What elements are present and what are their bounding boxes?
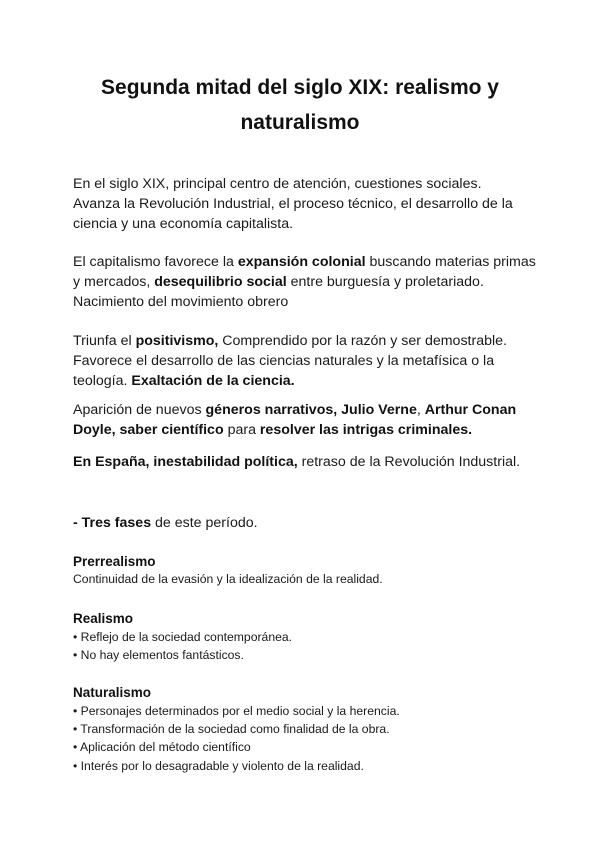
bold-run: positivismo, bbox=[135, 333, 219, 349]
paragraph-context bbox=[73, 174, 533, 234]
list-item: • No hay elementos fantásticos. bbox=[73, 648, 244, 663]
paragraph-phases bbox=[73, 513, 533, 533]
bold-run: desequilibrio social bbox=[154, 274, 287, 290]
text-run: Aparición de nuevos bbox=[73, 402, 206, 418]
paragraph-line: Nacimiento del movimiento obrero bbox=[73, 294, 289, 310]
text-run: buscando materias primas bbox=[365, 254, 536, 270]
list-item: • Aplicación del método científico bbox=[73, 740, 251, 755]
text-run: para bbox=[223, 422, 260, 438]
title-line-1: Segunda mitad del siglo XIX: realismo y bbox=[101, 76, 499, 99]
text-run: Triunfa el bbox=[73, 333, 136, 349]
paragraph-line: Favorece el desarrollo de las ciencias naturales y la metafísica o la bbox=[73, 353, 495, 369]
list-item: • Reflejo de la sociedad contemporánea. bbox=[73, 630, 293, 644]
bold-run: saber científico bbox=[119, 422, 224, 438]
text-run: retraso de la Revolución Industrial. bbox=[297, 454, 521, 470]
bold-run: - Tres fases bbox=[73, 515, 152, 531]
paragraph-line bbox=[73, 331, 533, 351]
bold-run: Arthur Conan bbox=[424, 402, 517, 418]
paragraph-spain bbox=[73, 452, 533, 472]
text-run: teología. bbox=[73, 373, 132, 389]
bold-run: Doyle bbox=[73, 422, 112, 438]
bold-run: expansión colonial bbox=[237, 254, 366, 270]
bold-run: En España, inestabilidad política, bbox=[73, 454, 298, 470]
text-run: Comprendido por la razón y ser demostrable. bbox=[218, 333, 507, 349]
bold-run: , bbox=[111, 422, 120, 438]
text-run: de este período. bbox=[151, 515, 258, 531]
paragraph-line: En el siglo XIX, principal centro de atención, cuestiones sociales. bbox=[73, 176, 482, 192]
section-title-realismo: Realismo bbox=[73, 611, 134, 626]
section-title-prerrealismo: Prerrealismo bbox=[73, 554, 156, 569]
list-item: • Transformación de la sociedad como finalidad de la obra. bbox=[73, 722, 390, 737]
list-item: • Interés por lo desagradable y violento de la realidad. bbox=[73, 758, 364, 773]
bold-run: géneros narrativos, Julio Verne bbox=[205, 402, 417, 418]
text-run: entre burguesía y proletariado. bbox=[286, 274, 484, 290]
text-run: y mercados, bbox=[73, 274, 155, 290]
paragraph-line bbox=[73, 400, 533, 420]
paragraph-positivism bbox=[73, 331, 533, 391]
paragraph-line bbox=[73, 272, 533, 292]
paragraph-line bbox=[73, 252, 536, 272]
page-title bbox=[40, 70, 560, 140]
section-list-realismo bbox=[73, 628, 543, 664]
section-text: Continuidad de la evasión y la idealización de la realidad. bbox=[73, 572, 383, 586]
bold-run: Exaltación de la ciencia. bbox=[131, 373, 295, 389]
text-run: El capitalismo favorece la bbox=[73, 254, 238, 270]
paragraph-genres bbox=[73, 400, 533, 440]
paragraph-capitalism bbox=[73, 252, 536, 312]
section-title-naturalismo: Naturalismo bbox=[73, 685, 152, 700]
paragraph-line bbox=[73, 513, 533, 533]
text-run: , bbox=[416, 402, 425, 418]
title-line-2: naturalismo bbox=[240, 111, 360, 134]
paragraph-line bbox=[73, 420, 533, 440]
paragraph-line bbox=[73, 371, 533, 391]
section-body-prerrealismo bbox=[73, 570, 543, 588]
bold-run: resolver las intrigas criminales. bbox=[259, 422, 473, 438]
paragraph-line bbox=[73, 452, 533, 472]
paragraph-line: ciencia y una economía capitalista. bbox=[73, 216, 294, 232]
paragraph-line: Avanza la Revolución Industrial, el proceso técnico, el desarrollo de la bbox=[73, 196, 513, 212]
list-item: • Personajes determinados por el medio social y la herencia. bbox=[73, 704, 400, 718]
section-list-naturalismo bbox=[73, 702, 543, 775]
